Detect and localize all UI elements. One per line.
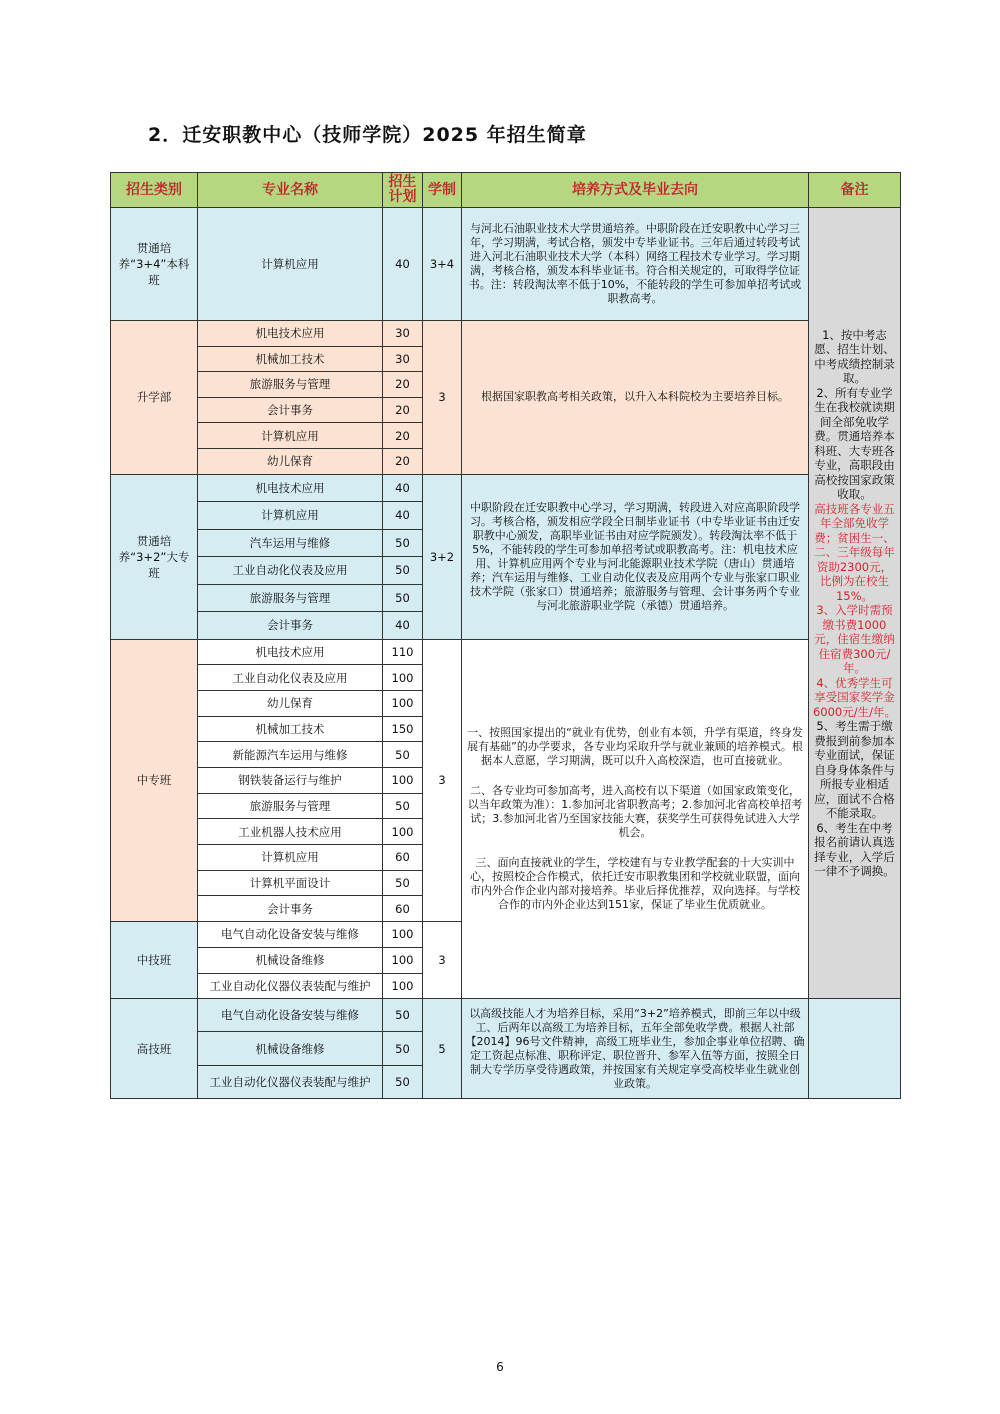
major-cell: 会计事务	[198, 612, 383, 640]
header-major: 专业名称	[198, 173, 383, 208]
note-4: 4、优秀学生可享受国家奖学金6000元/生/年。	[812, 675, 896, 719]
major-cell: 计算机应用	[198, 423, 383, 449]
major-cell: 新能源汽车运用与维修	[198, 742, 383, 768]
note-1: 1、按中考志愿、招生计划、中考成绩控制录取。	[814, 327, 895, 386]
training-desc: 一、按照国家提出的“就业有优势，创业有本领，升学有渠道，终身发展有基础”的办学要求，各专业均采取升学与就业兼顾的培养模式。根据本人意愿，学习期满，既可以升入高校深造，也可直接就业。 二、各专业均可参加高考，进入高校有以下渠道（如国家政策变化，以当年政策为准）：1.参加河北省职教高考；2.参加河北省高校单招考试；3.参加河北省乃至国家技能大赛，获奖学生可获得免试进入大学机会。 三、面向直接就业的学生，学校建有与专业教学配套的十大实训中心，按照校企合作模式，依托迁安市职教集团和学校就业联盟，面向市内外合作企业内部对接培养。毕业后择优推荐，双向选择。与学校合作的市内外企业达到151家，保证了毕业生优质就业。	[462, 639, 809, 999]
note-2-red: 高技班各专业五年全部免收学费；贫困生一、二、三年级每年资助2300元，比例为在校生15%。	[814, 501, 895, 603]
plan-cell: 30	[383, 321, 423, 347]
major-cell: 汽车运用与维修	[198, 529, 383, 557]
category-cell: 中专班	[111, 639, 198, 922]
plan-cell: 50	[383, 742, 423, 768]
years-cell: 3	[423, 639, 462, 922]
plan-cell: 100	[383, 768, 423, 794]
page-number: 6	[496, 1360, 504, 1374]
plan-cell: 40	[383, 502, 423, 530]
years-cell: 3+4	[423, 208, 462, 321]
plan-cell: 50	[383, 870, 423, 896]
major-cell: 电气自动化设备安装与维修	[198, 999, 383, 1032]
major-cell: 工业机器人技术应用	[198, 819, 383, 845]
category-cell: 贯通培养“3+2”大专班	[111, 474, 198, 639]
major-cell: 计算机应用	[198, 208, 383, 321]
major-cell: 会计事务	[198, 397, 383, 423]
header-notes: 备注	[809, 173, 901, 208]
training-desc: 与河北石油职业技术大学贯通培养。中职阶段在迁安职教中心学习三年，学习期满，考试合格，颁发中专毕业证书。三年后通过转段考试进入河北石油职业技术大学（本科）网络工程技术专业学习。学习期满，考核合格，颁发本科毕业证书。符合相关规定的，可取得学位证书。注：转段淘汰率不低于10%，不能转段的学生可参加单招考试或职教高考。	[462, 208, 809, 321]
years-cell: 3	[423, 321, 462, 475]
plan-cell: 100	[383, 665, 423, 691]
category-cell: 中技班	[111, 922, 198, 999]
plan-cell: 100	[383, 973, 423, 999]
major-cell: 工业自动化仪表及应用	[198, 665, 383, 691]
note-2: 2、所有专业学生在我校就读期间全部免收学费。贯通培养本科班、大专班各专业，高职段由高校按国家政策收取。	[814, 385, 895, 502]
notes-cell-empty	[809, 999, 901, 1099]
major-cell: 旅游服务与管理	[198, 584, 383, 612]
plan-cell: 50	[383, 584, 423, 612]
plan-cell: 50	[383, 557, 423, 585]
major-cell: 工业自动化仪器仪表装配与维护	[198, 973, 383, 999]
training-desc: 中职阶段在迁安职教中心学习，学习期满，转段进入对应高职阶段学习。考核合格，颁发相应学段全日制毕业证书（中专毕业证书由迁安职教中心颁发，高职毕业证书由对应学院颁发）。转段淘汰率不低于5%，不能转段的学生可参加单招考试或职教高考。注：机电技术应用、计算机应用两个专业与河北能源职业技术学院（唐山）贯通培养；汽车运用与维修、工业自动化仪表及应用两个专业与张家口职业技术学院（张家口）贯通培养；旅游服务与管理、会计事务两个专业与河北旅游职业学院（承德）贯通培养。	[462, 474, 809, 639]
page-title: 2．迁安职教中心（技师学院）2025 年招生简章	[148, 124, 587, 146]
plan-cell: 100	[383, 922, 423, 948]
plan-cell: 50	[383, 999, 423, 1032]
table-row	[111, 474, 901, 502]
plan-cell: 50	[383, 793, 423, 819]
plan-cell: 100	[383, 947, 423, 973]
plan-cell: 100	[383, 690, 423, 716]
major-cell: 机电技术应用	[198, 474, 383, 502]
years-cell: 3+2	[423, 474, 462, 639]
major-cell: 机械设备维修	[198, 1032, 383, 1065]
training-desc: 根据国家职教高考相关政策，以升入本科院校为主要培养目标。	[462, 321, 809, 475]
major-cell: 机械设备维修	[198, 947, 383, 973]
table-row	[111, 208, 901, 321]
major-cell: 机电技术应用	[198, 639, 383, 665]
plan-cell: 40	[383, 208, 423, 321]
category-cell: 升学部	[111, 321, 198, 475]
plan-cell: 50	[383, 1032, 423, 1065]
major-cell: 幼儿保育	[198, 690, 383, 716]
note-6: 6、考生在中考报名前请认真选择专业，入学后一律不予调换。	[814, 820, 895, 879]
major-cell: 机械加工技术	[198, 716, 383, 742]
category-cell: 高技班	[111, 999, 198, 1099]
years-cell: 5	[423, 999, 462, 1099]
category-cell: 贯通培养“3+4”本科班	[111, 208, 198, 321]
major-cell: 会计事务	[198, 896, 383, 922]
major-cell: 工业自动化仪器仪表装配与维护	[198, 1065, 383, 1098]
major-cell: 旅游服务与管理	[198, 793, 383, 819]
years-cell: 3	[423, 922, 462, 999]
plan-cell: 50	[383, 529, 423, 557]
note-5: 5、考生需于缴费报到前参加本专业面试，保证自身身体条件与所报专业相适应，面试不合格不能录取。	[814, 719, 895, 821]
note-3: 3、入学时需预缴书费1000元，住宿生缴纳住宿费300元/年。	[814, 603, 895, 676]
table-row	[111, 999, 901, 1032]
plan-cell: 20	[383, 372, 423, 398]
plan-cell: 20	[383, 448, 423, 474]
major-cell: 电气自动化设备安装与维修	[198, 922, 383, 948]
plan-cell: 110	[383, 639, 423, 665]
plan-cell: 20	[383, 397, 423, 423]
plan-cell: 20	[383, 423, 423, 449]
table-row	[111, 321, 901, 347]
plan-cell: 150	[383, 716, 423, 742]
admissions-table	[110, 172, 901, 1099]
header-category: 招生类别	[111, 173, 198, 208]
header-plan: 招生计划	[383, 173, 423, 208]
training-desc: 以高级技能人才为培养目标，采用“3+2”培养模式，即前三年以中级工、后两年以高级工为培养目标，五年全部免收学费。根据人社部【2014】96号文件精神，高级工班毕业生，参加企事业单位招聘、确定工资起点标准、职称评定、职位晋升、参军入伍等方面，按照全日制大专学历享受待遇政策，并按国家有关规定享受高校毕业生就业创业政策。	[462, 999, 809, 1099]
plan-cell: 30	[383, 346, 423, 372]
table-row	[111, 639, 901, 665]
major-cell: 计算机应用	[198, 502, 383, 530]
major-cell: 钢铁装备运行与维护	[198, 768, 383, 794]
major-cell: 旅游服务与管理	[198, 372, 383, 398]
notes-cell	[809, 208, 901, 999]
header-training: 培养方式及毕业去向	[462, 173, 809, 208]
plan-cell: 60	[383, 896, 423, 922]
major-cell: 计算机应用	[198, 845, 383, 871]
plan-cell: 50	[383, 1065, 423, 1098]
plan-cell: 40	[383, 612, 423, 640]
plan-cell: 100	[383, 819, 423, 845]
table-header-row	[111, 173, 901, 208]
major-cell: 计算机平面设计	[198, 870, 383, 896]
major-cell: 机械加工技术	[198, 346, 383, 372]
plan-cell: 40	[383, 474, 423, 502]
major-cell: 幼儿保育	[198, 448, 383, 474]
major-cell: 工业自动化仪表及应用	[198, 557, 383, 585]
major-cell: 机电技术应用	[198, 321, 383, 347]
plan-cell: 60	[383, 845, 423, 871]
header-years: 学制	[423, 173, 462, 208]
